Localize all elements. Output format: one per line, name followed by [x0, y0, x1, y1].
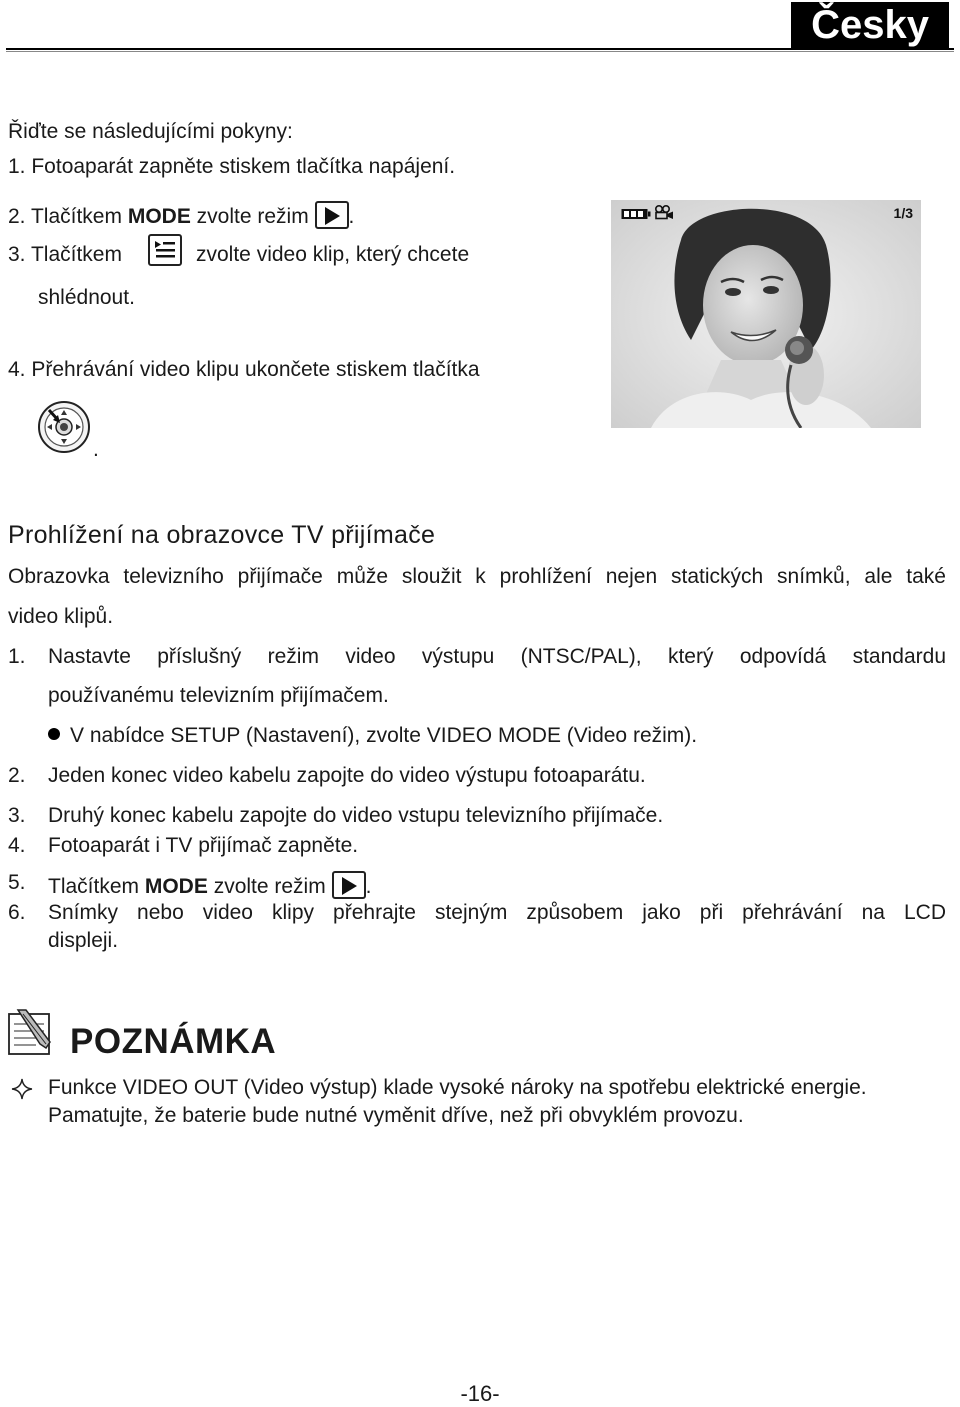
tv-step-5-suffix: zvolte režim: [207, 875, 326, 898]
tv-step-1-num: 1.: [8, 645, 26, 668]
playback-step-2: [8, 201, 354, 229]
step-2-prefix: 2. Tlačítkem: [8, 205, 128, 228]
tv-step-5-end: .: [365, 875, 372, 898]
step-2-mid: zvolte režim: [190, 205, 309, 228]
battery-icon: [621, 207, 647, 218]
tv-step-2-num: 2.: [8, 764, 26, 787]
menu-list-icon: [148, 234, 182, 266]
play-mode-icon: [315, 201, 349, 229]
movie-camera-icon: [653, 204, 675, 220]
tv-intro-line-1: Obrazovka televizního přijímače může sloužit k prohlížení nejen statických snímků, ale také: [8, 565, 946, 588]
page-number: -16-: [460, 1381, 500, 1406]
note-line-2: Pamatujte, že baterie bude nutné vyměnit dříve, než při obvyklém provozu.: [48, 1104, 744, 1127]
playback-step-1: 1. Fotoaparát zapněte stiskem tlačítka napájení.: [8, 155, 456, 178]
tv-section-title: Prohlížení na obrazovce TV přijímače: [8, 521, 436, 549]
step-2-mode-word: MODE: [127, 205, 191, 228]
four-way-dial-icon: [36, 396, 92, 456]
tv-step-4-num: 4.: [8, 834, 26, 857]
tv-step-5-num: 5.: [8, 871, 26, 894]
bullet-dot: [48, 728, 60, 740]
tv-step-6-num: 6.: [8, 901, 26, 924]
diamond-bullet-icon: [10, 1077, 34, 1101]
playback-step-3-cont: shlédnout.: [38, 286, 135, 309]
tv-step-3-text: Druhý konec kabelu zapojte do video vstupu televizního přijímače.: [48, 804, 664, 827]
play-mode-icon: [332, 871, 366, 899]
tv-step-5-prefix: Tlačítkem: [48, 875, 145, 898]
tv-step-3-num: 3.: [8, 804, 26, 827]
header-rule-thin: [6, 51, 954, 52]
playback-step-4: 4. Přehrávání video klipu ukončete stiskem tlačítka: [8, 358, 480, 381]
tv-bullet-text: V nabídce SETUP (Nastavení), zvolte VIDEO MODE (Video režim).: [70, 724, 698, 747]
note-line-1: Funkce VIDEO OUT (Video výstup) klade vysoké nároky na spotřebu elektrické energie.: [48, 1076, 867, 1099]
playback-step-4-end: .: [93, 438, 99, 461]
playback-step-3-text: zvolte video klip, který chcete: [196, 243, 470, 266]
language-tab: [791, 2, 949, 48]
tv-step-1-line-1: Nastavte příslušný režim video výstupu (NTSC/PAL), který odpovídá standardu: [48, 645, 946, 668]
tv-step-6-line-2: displeji.: [48, 929, 119, 952]
tv-step-1-line-2: používanému televizním přijímačem.: [48, 684, 389, 707]
note-title: POZNÁMKA: [70, 1022, 277, 1061]
tv-step-5-mode-word: MODE: [144, 875, 208, 898]
language-label: Česky: [811, 3, 929, 47]
playback-step-3-prefix: 3. Tlačítkem: [8, 243, 122, 266]
tv-step-5-text: [48, 871, 371, 899]
step-2-end: .: [348, 205, 355, 228]
image-counter: 1/3: [893, 205, 913, 221]
header-rule: [6, 48, 954, 50]
notepad-pencil-icon: [6, 1008, 56, 1058]
tv-intro-line-2: video klipů.: [8, 605, 114, 628]
tv-step-6-line-1: Snímky nebo video klipy přehrajte stejným způsobem jako při přehrávání na LCD: [48, 901, 946, 924]
tv-step-2-text: Jeden konec video kabelu zapojte do video výstupu fotoaparátu.: [48, 764, 646, 787]
tv-step-4-text: Fotoaparát i TV přijímač zapněte.: [48, 834, 359, 857]
tv-step-1-bullet: [48, 724, 697, 748]
playback-preview-photo: [611, 200, 921, 428]
playback-intro: Řiďte se následujícími pokyny:: [8, 120, 293, 143]
